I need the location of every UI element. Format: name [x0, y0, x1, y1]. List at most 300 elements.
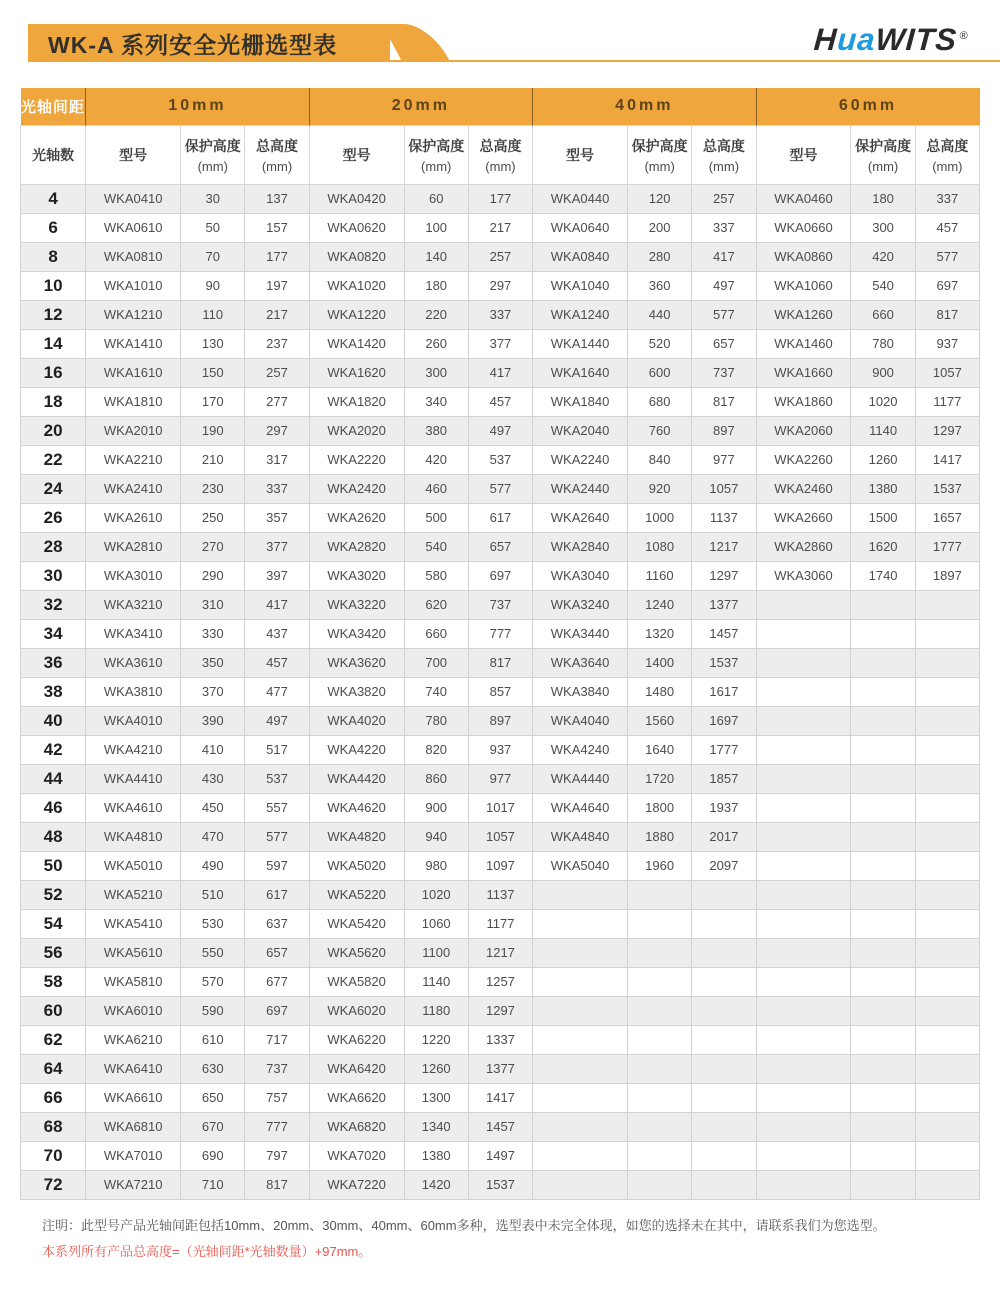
total-height-cell: 417 — [468, 358, 532, 387]
protection-height-cell — [851, 851, 915, 880]
protection-height-cell: 250 — [181, 503, 245, 532]
model-cell: WKA2460 — [756, 474, 851, 503]
model-cell — [533, 938, 628, 967]
model-cell: WKA0420 — [309, 184, 404, 213]
total-height-cell: 617 — [468, 503, 532, 532]
protection-height-cell: 840 — [628, 445, 692, 474]
protection-height-cell: 1880 — [628, 822, 692, 851]
total-height-cell: 1537 — [915, 474, 979, 503]
model-cell: WKA3240 — [533, 590, 628, 619]
total-height-cell: 1457 — [692, 619, 756, 648]
table-row — [21, 184, 980, 213]
protection-height-cell: 190 — [181, 416, 245, 445]
model-cell: WKA4820 — [309, 822, 404, 851]
protection-height-cell: 170 — [181, 387, 245, 416]
total-height-cell: 497 — [692, 271, 756, 300]
table-row — [21, 474, 980, 503]
total-height-cell: 1297 — [915, 416, 979, 445]
axes-count-cell: 12 — [21, 300, 86, 329]
protection-height-cell: 710 — [181, 1170, 245, 1199]
total-height-cell: 737 — [692, 358, 756, 387]
model-cell: WKA3840 — [533, 677, 628, 706]
total-height-cell: 577 — [245, 822, 309, 851]
total-height-cell — [692, 996, 756, 1025]
model-cell: WKA4210 — [86, 735, 181, 764]
total-height-cell — [692, 938, 756, 967]
model-cell: WKA2220 — [309, 445, 404, 474]
protection-height-cell — [628, 967, 692, 996]
axes-count-cell: 72 — [21, 1170, 86, 1199]
table-row — [21, 735, 980, 764]
protection-height-cell: 1140 — [851, 416, 915, 445]
table-row — [21, 358, 980, 387]
axes-count-cell: 18 — [21, 387, 86, 416]
protection-height-cell: 760 — [628, 416, 692, 445]
axes-count-cell: 58 — [21, 967, 86, 996]
axes-count-cell: 16 — [21, 358, 86, 387]
footnotes — [42, 1216, 960, 1262]
total-height-cell: 377 — [245, 532, 309, 561]
model-cell — [756, 677, 851, 706]
model-cell — [533, 996, 628, 1025]
total-height-cell: 817 — [468, 648, 532, 677]
total-height-cell: 577 — [468, 474, 532, 503]
model-cell: WKA2820 — [309, 532, 404, 561]
protection-height-cell: 420 — [404, 445, 468, 474]
total-height-cell — [915, 1025, 979, 1054]
protection-height-cell: 520 — [628, 329, 692, 358]
model-cell: WKA2610 — [86, 503, 181, 532]
model-cell: WKA1460 — [756, 329, 851, 358]
model-cell: WKA3060 — [756, 561, 851, 590]
total-height-cell: 977 — [468, 764, 532, 793]
total-height-cell: 1617 — [692, 677, 756, 706]
model-cell: WKA1210 — [86, 300, 181, 329]
total-height-cell: 2097 — [692, 851, 756, 880]
protection-height-cell: 1100 — [404, 938, 468, 967]
column-header-total: 总高度 (mm) — [468, 125, 532, 184]
model-cell: WKA2860 — [756, 532, 851, 561]
model-cell: WKA0640 — [533, 213, 628, 242]
protection-height-cell: 610 — [181, 1025, 245, 1054]
model-cell — [756, 938, 851, 967]
protection-height-cell: 390 — [181, 706, 245, 735]
total-height-cell: 497 — [245, 706, 309, 735]
model-cell: WKA3010 — [86, 561, 181, 590]
model-cell: WKA0860 — [756, 242, 851, 271]
model-cell: WKA7210 — [86, 1170, 181, 1199]
total-height-cell: 437 — [245, 619, 309, 648]
model-cell: WKA1010 — [86, 271, 181, 300]
total-height-cell: 1137 — [692, 503, 756, 532]
model-cell: WKA1840 — [533, 387, 628, 416]
note-total-height-formula: 本系列所有产品总高度=（光轴间距*光轴数量）+97mm。 — [42, 1244, 372, 1259]
protection-height-cell: 920 — [628, 474, 692, 503]
total-height-cell: 1217 — [692, 532, 756, 561]
protection-height-cell — [851, 735, 915, 764]
total-height-cell: 697 — [915, 271, 979, 300]
protection-height-cell: 140 — [404, 242, 468, 271]
protection-height-cell — [851, 822, 915, 851]
protection-height-cell: 690 — [181, 1141, 245, 1170]
protection-height-cell: 350 — [181, 648, 245, 677]
model-cell: WKA2840 — [533, 532, 628, 561]
protection-height-cell: 1400 — [628, 648, 692, 677]
protection-height-cell — [628, 1054, 692, 1083]
total-height-cell: 577 — [915, 242, 979, 271]
axes-count-cell: 48 — [21, 822, 86, 851]
total-height-cell: 177 — [245, 242, 309, 271]
axes-count-cell: 6 — [21, 213, 86, 242]
axes-count-cell: 28 — [21, 532, 86, 561]
axes-count-header: 光轴数 — [21, 125, 86, 184]
table-row — [21, 648, 980, 677]
total-height-cell — [692, 1112, 756, 1141]
model-cell: WKA2810 — [86, 532, 181, 561]
model-cell: WKA6020 — [309, 996, 404, 1025]
spacing-corner-label: 光轴间距 — [21, 88, 86, 125]
model-cell: WKA5220 — [309, 880, 404, 909]
model-cell: WKA1410 — [86, 329, 181, 358]
protection-height-cell — [851, 1112, 915, 1141]
total-height-cell: 497 — [468, 416, 532, 445]
table-row — [21, 561, 980, 590]
total-height-cell: 857 — [468, 677, 532, 706]
model-cell: WKA4840 — [533, 822, 628, 851]
total-height-cell — [692, 909, 756, 938]
total-height-cell: 1297 — [468, 996, 532, 1025]
table-row — [21, 677, 980, 706]
model-cell: WKA0460 — [756, 184, 851, 213]
protection-height-cell — [628, 1170, 692, 1199]
axes-count-cell: 22 — [21, 445, 86, 474]
model-cell: WKA1440 — [533, 329, 628, 358]
total-height-cell: 797 — [245, 1141, 309, 1170]
model-cell — [533, 1025, 628, 1054]
total-height-cell: 257 — [692, 184, 756, 213]
total-height-cell: 1377 — [692, 590, 756, 619]
registered-mark: ® — [958, 29, 969, 42]
axes-count-cell: 26 — [21, 503, 86, 532]
model-cell: WKA2640 — [533, 503, 628, 532]
protection-height-cell — [851, 706, 915, 735]
axes-count-cell: 36 — [21, 648, 86, 677]
protection-height-cell: 330 — [181, 619, 245, 648]
protection-height-cell: 540 — [851, 271, 915, 300]
total-height-cell — [692, 1025, 756, 1054]
total-height-cell: 677 — [245, 967, 309, 996]
total-height-cell — [915, 880, 979, 909]
protection-height-cell — [628, 1141, 692, 1170]
model-cell: WKA5210 — [86, 880, 181, 909]
model-cell: WKA1810 — [86, 387, 181, 416]
model-cell — [756, 590, 851, 619]
model-cell: WKA5020 — [309, 851, 404, 880]
total-height-cell: 597 — [245, 851, 309, 880]
axes-count-cell: 34 — [21, 619, 86, 648]
model-cell: WKA5420 — [309, 909, 404, 938]
total-height-cell: 337 — [468, 300, 532, 329]
model-cell: WKA1240 — [533, 300, 628, 329]
total-height-cell: 1257 — [468, 967, 532, 996]
protection-height-cell: 380 — [404, 416, 468, 445]
model-cell: WKA4810 — [86, 822, 181, 851]
model-cell: WKA0610 — [86, 213, 181, 242]
model-cell: WKA3410 — [86, 619, 181, 648]
protection-height-cell: 1480 — [628, 677, 692, 706]
total-height-cell — [915, 764, 979, 793]
total-height-cell — [915, 1083, 979, 1112]
model-cell: WKA1040 — [533, 271, 628, 300]
table-row — [21, 706, 980, 735]
model-cell: WKA4040 — [533, 706, 628, 735]
model-cell — [756, 880, 851, 909]
table-row — [21, 503, 980, 532]
column-header-model: 型号 — [86, 125, 181, 184]
protection-height-cell: 300 — [851, 213, 915, 242]
model-cell: WKA3220 — [309, 590, 404, 619]
protection-height-cell: 150 — [181, 358, 245, 387]
protection-height-cell: 510 — [181, 880, 245, 909]
total-height-cell: 1177 — [915, 387, 979, 416]
protection-height-cell: 540 — [404, 532, 468, 561]
total-height-cell: 257 — [468, 242, 532, 271]
total-height-cell — [915, 967, 979, 996]
model-cell: WKA4640 — [533, 793, 628, 822]
logo-suffix: WITS — [874, 22, 959, 57]
model-cell: WKA2240 — [533, 445, 628, 474]
model-cell — [756, 735, 851, 764]
total-height-cell: 357 — [245, 503, 309, 532]
column-header-model: 型号 — [309, 125, 404, 184]
protection-height-cell: 450 — [181, 793, 245, 822]
total-height-cell: 1137 — [468, 880, 532, 909]
total-height-cell: 657 — [245, 938, 309, 967]
logo-highlight: ua — [836, 22, 877, 57]
column-header-total: 总高度 (mm) — [245, 125, 309, 184]
model-cell: WKA6410 — [86, 1054, 181, 1083]
model-cell — [756, 619, 851, 648]
total-height-cell: 477 — [245, 677, 309, 706]
model-cell: WKA4620 — [309, 793, 404, 822]
title-banner — [28, 24, 390, 62]
model-cell — [533, 1054, 628, 1083]
protection-height-cell: 180 — [404, 271, 468, 300]
table-row — [21, 1083, 980, 1112]
protection-height-cell: 980 — [404, 851, 468, 880]
total-height-cell — [915, 1054, 979, 1083]
table-row — [21, 764, 980, 793]
model-cell: WKA4010 — [86, 706, 181, 735]
total-height-cell: 137 — [245, 184, 309, 213]
protection-height-cell: 440 — [628, 300, 692, 329]
model-cell: WKA7220 — [309, 1170, 404, 1199]
protection-height-cell — [851, 967, 915, 996]
protection-height-cell: 100 — [404, 213, 468, 242]
total-height-cell: 457 — [915, 213, 979, 242]
table-row — [21, 445, 980, 474]
protection-height-cell: 130 — [181, 329, 245, 358]
protection-height-cell — [628, 1025, 692, 1054]
axes-count-cell: 66 — [21, 1083, 86, 1112]
total-height-cell: 817 — [915, 300, 979, 329]
table-row — [21, 822, 980, 851]
total-height-cell: 417 — [692, 242, 756, 271]
axes-count-cell: 10 — [21, 271, 86, 300]
total-height-cell: 1937 — [692, 793, 756, 822]
model-cell: WKA1820 — [309, 387, 404, 416]
total-height-cell: 657 — [468, 532, 532, 561]
total-height-cell: 217 — [245, 300, 309, 329]
total-height-cell: 337 — [245, 474, 309, 503]
total-height-cell — [692, 880, 756, 909]
protection-height-cell: 1220 — [404, 1025, 468, 1054]
model-cell: WKA0810 — [86, 242, 181, 271]
table-row — [21, 416, 980, 445]
protection-height-cell: 550 — [181, 938, 245, 967]
total-height-cell — [915, 793, 979, 822]
axes-count-cell: 14 — [21, 329, 86, 358]
model-cell — [756, 1112, 851, 1141]
model-cell — [533, 1170, 628, 1199]
protection-height-cell: 70 — [181, 242, 245, 271]
protection-height-cell: 60 — [404, 184, 468, 213]
model-cell: WKA3440 — [533, 619, 628, 648]
model-cell: WKA0660 — [756, 213, 851, 242]
protection-height-cell: 680 — [628, 387, 692, 416]
protection-height-cell: 230 — [181, 474, 245, 503]
table-row — [21, 387, 980, 416]
model-cell: WKA2010 — [86, 416, 181, 445]
model-cell — [756, 764, 851, 793]
total-height-cell: 1217 — [468, 938, 532, 967]
protection-height-cell: 1800 — [628, 793, 692, 822]
total-height-cell — [692, 1170, 756, 1199]
total-height-cell: 1497 — [468, 1141, 532, 1170]
total-height-cell — [915, 590, 979, 619]
model-cell — [756, 851, 851, 880]
model-cell — [756, 1141, 851, 1170]
model-cell: WKA4420 — [309, 764, 404, 793]
protection-height-cell: 260 — [404, 329, 468, 358]
table-row — [21, 1112, 980, 1141]
protection-height-cell — [851, 996, 915, 1025]
total-height-cell: 217 — [468, 213, 532, 242]
protection-height-cell — [851, 880, 915, 909]
protection-height-cell: 1420 — [404, 1170, 468, 1199]
total-height-cell: 537 — [468, 445, 532, 474]
protection-height-cell: 1380 — [851, 474, 915, 503]
total-height-cell: 1777 — [692, 735, 756, 764]
column-header-total: 总高度 (mm) — [915, 125, 979, 184]
note-spacing-options: 注明：此型号产品光轴间距包括10mm、20mm、30mm、40mm、60mm多种，选型表中未完全体现，如您的选择未在其中，请联系我们为您选型。 — [42, 1217, 886, 1233]
total-height-cell: 537 — [245, 764, 309, 793]
model-cell: WKA7010 — [86, 1141, 181, 1170]
axes-count-cell: 60 — [21, 996, 86, 1025]
group-header-20mm: 20mm — [309, 88, 532, 125]
model-cell: WKA1020 — [309, 271, 404, 300]
protection-height-cell: 630 — [181, 1054, 245, 1083]
model-cell: WKA6810 — [86, 1112, 181, 1141]
brand-logo — [813, 22, 970, 58]
protection-height-cell — [851, 793, 915, 822]
protection-height-cell: 820 — [404, 735, 468, 764]
model-cell: WKA4410 — [86, 764, 181, 793]
column-header-model: 型号 — [533, 125, 628, 184]
model-cell: WKA7020 — [309, 1141, 404, 1170]
model-cell: WKA3610 — [86, 648, 181, 677]
logo-prefix: H — [812, 22, 839, 57]
total-height-cell: 1057 — [915, 358, 979, 387]
total-height-cell: 1337 — [468, 1025, 532, 1054]
protection-height-cell: 1340 — [404, 1112, 468, 1141]
protection-height-cell — [851, 909, 915, 938]
total-height-cell: 717 — [245, 1025, 309, 1054]
total-height-cell: 457 — [468, 387, 532, 416]
protection-height-cell: 900 — [851, 358, 915, 387]
model-cell: WKA3810 — [86, 677, 181, 706]
axes-count-cell: 46 — [21, 793, 86, 822]
total-height-cell: 1377 — [468, 1054, 532, 1083]
model-cell: WKA5820 — [309, 967, 404, 996]
model-cell: WKA1620 — [309, 358, 404, 387]
column-header-protection: 保护高度 (mm) — [851, 125, 915, 184]
protection-height-cell: 1300 — [404, 1083, 468, 1112]
table-row — [21, 213, 980, 242]
protection-height-cell: 600 — [628, 358, 692, 387]
protection-height-cell — [628, 938, 692, 967]
protection-height-cell: 300 — [404, 358, 468, 387]
total-height-cell: 337 — [692, 213, 756, 242]
page-title: WK-A 系列安全光栅选型表 — [48, 31, 338, 58]
total-height-cell: 1057 — [692, 474, 756, 503]
protection-height-cell — [851, 1141, 915, 1170]
model-cell: WKA1420 — [309, 329, 404, 358]
table-row — [21, 996, 980, 1025]
group-header-60mm: 60mm — [756, 88, 979, 125]
model-cell — [533, 909, 628, 938]
model-cell: WKA3040 — [533, 561, 628, 590]
axes-count-cell: 64 — [21, 1054, 86, 1083]
model-cell: WKA6220 — [309, 1025, 404, 1054]
model-cell: WKA6210 — [86, 1025, 181, 1054]
protection-height-cell — [628, 996, 692, 1025]
table-row — [21, 242, 980, 271]
protection-height-cell: 1080 — [628, 532, 692, 561]
total-height-cell: 297 — [245, 416, 309, 445]
model-cell: WKA3020 — [309, 561, 404, 590]
model-cell: WKA5620 — [309, 938, 404, 967]
protection-height-cell: 1060 — [404, 909, 468, 938]
total-height-cell: 1297 — [692, 561, 756, 590]
model-cell: WKA3820 — [309, 677, 404, 706]
model-cell: WKA3420 — [309, 619, 404, 648]
model-cell: WKA6010 — [86, 996, 181, 1025]
model-cell: WKA5410 — [86, 909, 181, 938]
protection-height-cell: 570 — [181, 967, 245, 996]
total-height-cell: 237 — [245, 329, 309, 358]
model-cell — [533, 1112, 628, 1141]
protection-height-cell: 460 — [404, 474, 468, 503]
model-cell: WKA1260 — [756, 300, 851, 329]
model-cell: WKA1610 — [86, 358, 181, 387]
protection-height-cell: 1960 — [628, 851, 692, 880]
model-cell — [756, 996, 851, 1025]
protection-height-cell: 860 — [404, 764, 468, 793]
model-cell — [756, 706, 851, 735]
model-cell — [756, 1054, 851, 1083]
total-height-cell: 1177 — [468, 909, 532, 938]
